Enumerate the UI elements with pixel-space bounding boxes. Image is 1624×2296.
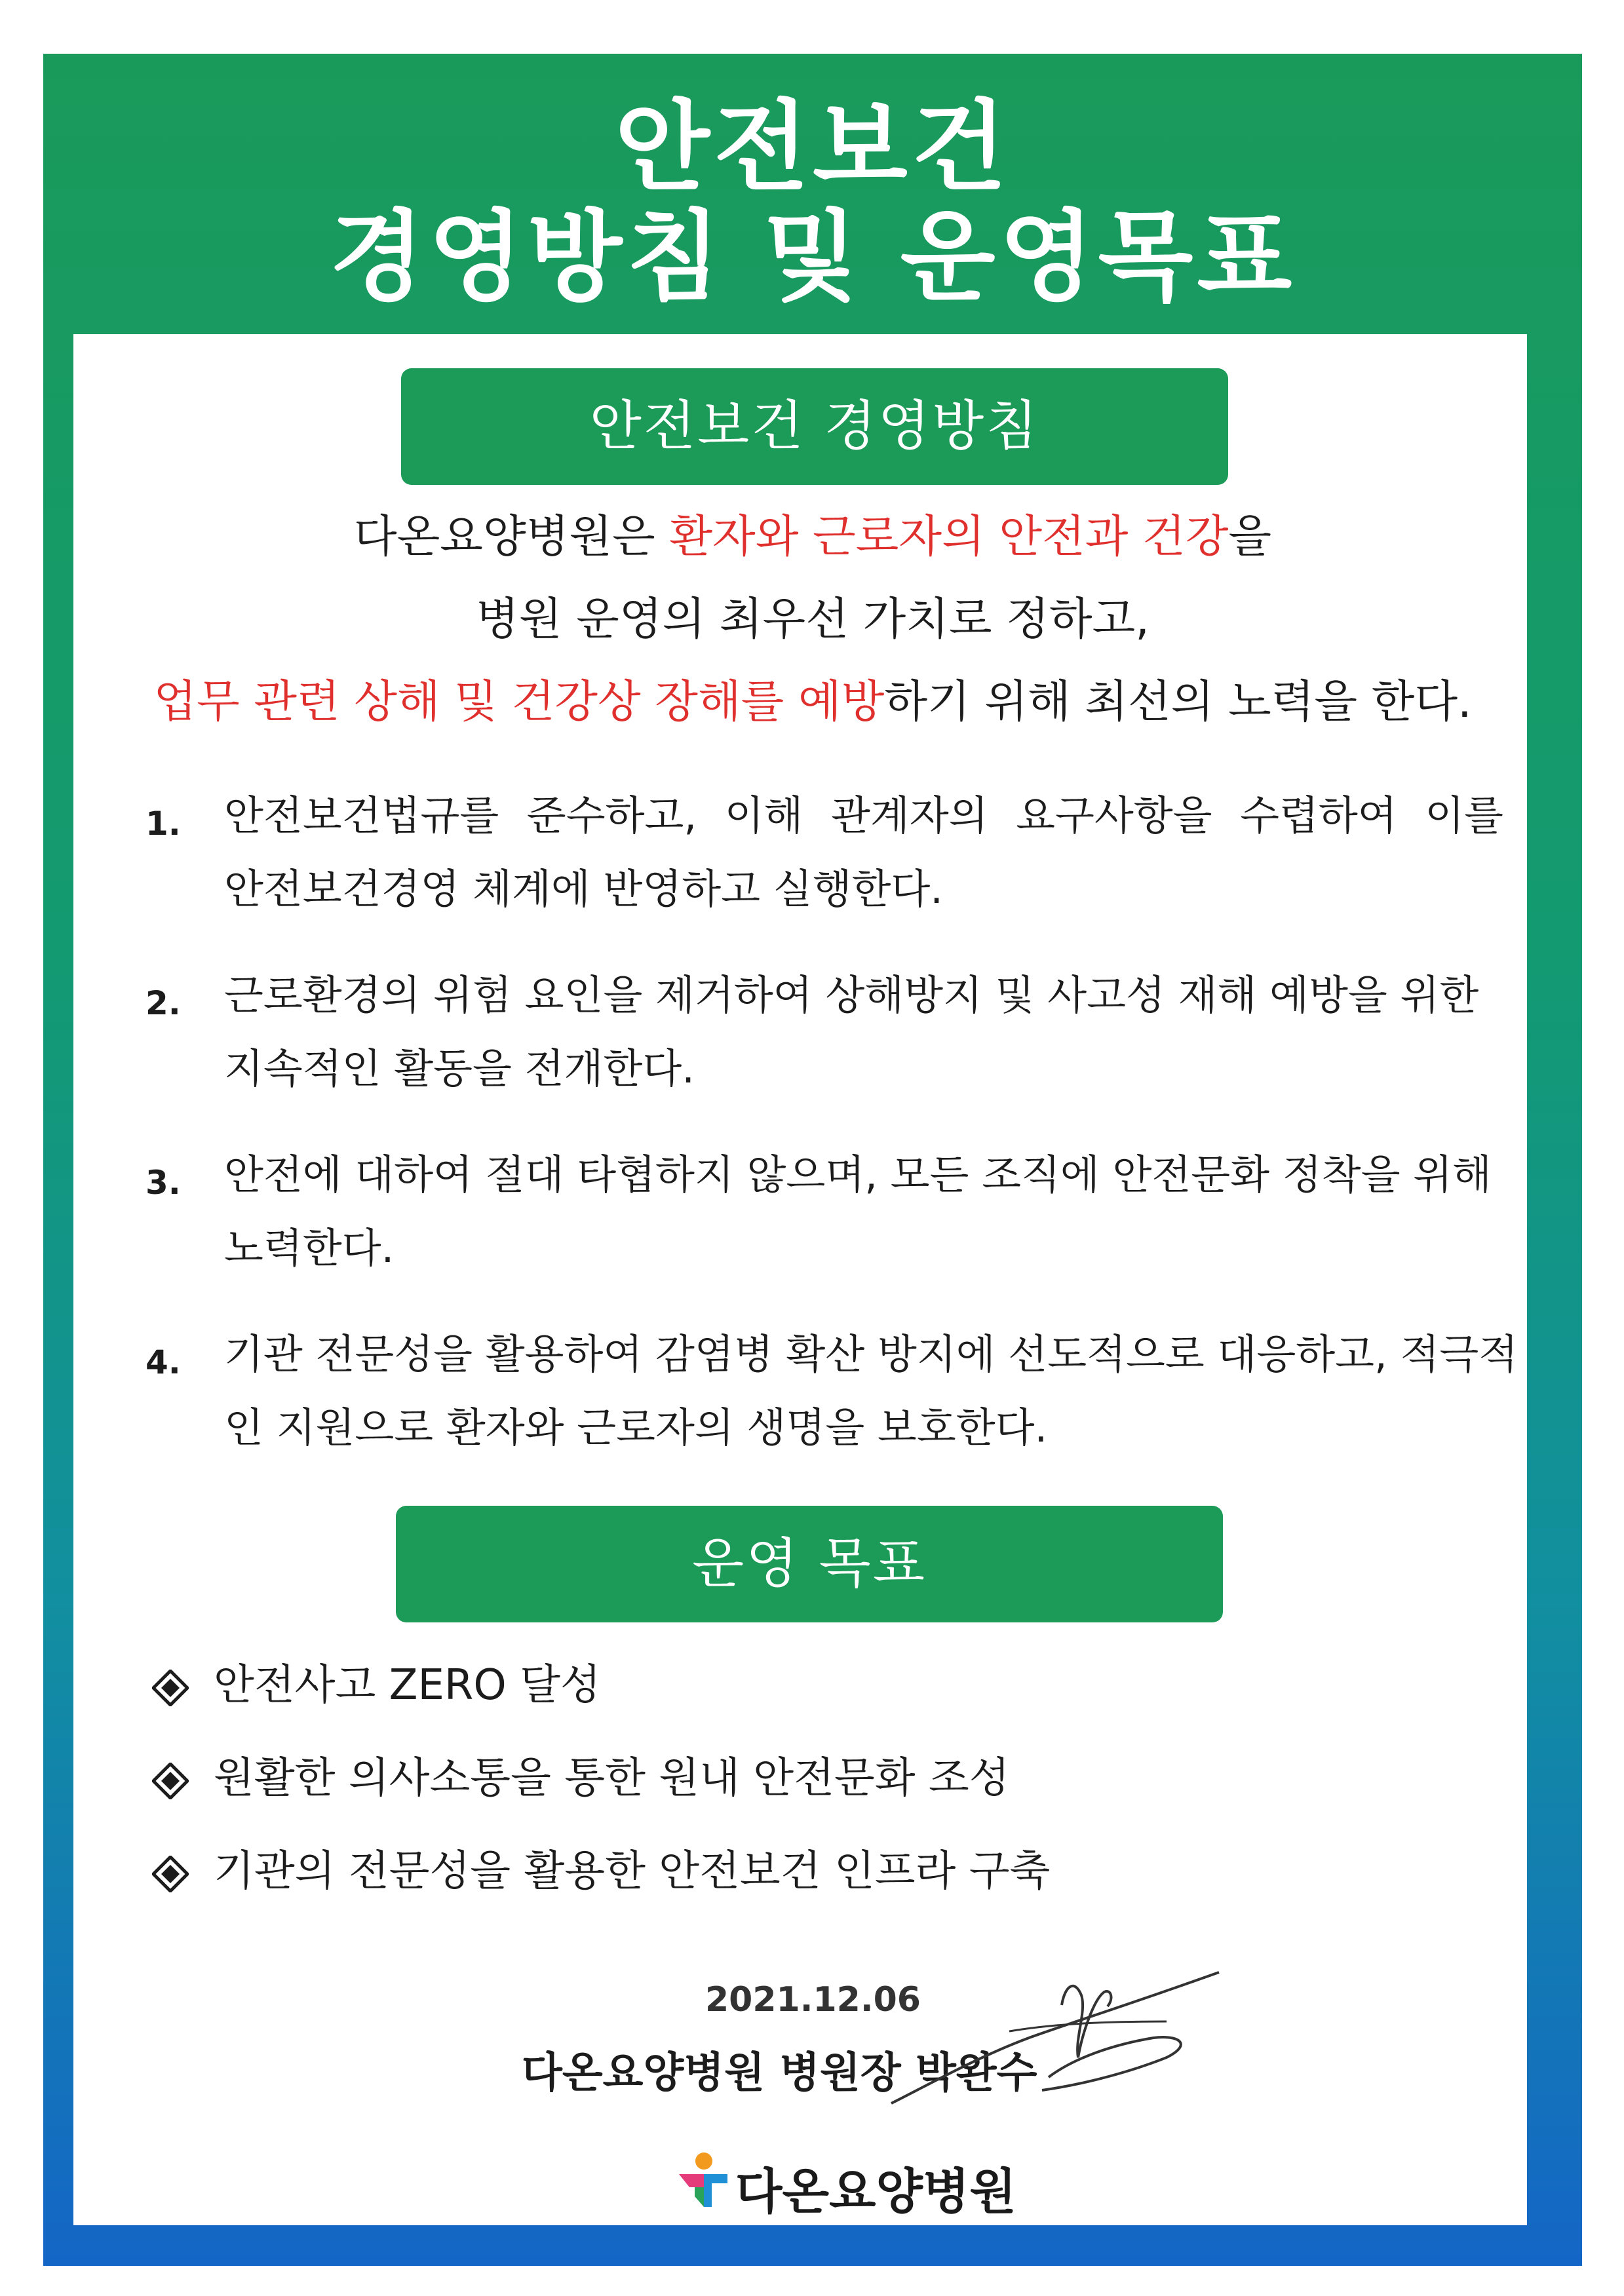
- page-title-line-2: 경영방침 및 운영목표: [329, 201, 1296, 315]
- intro-text: 하기 위해 최선의 노력을 한다.: [884, 676, 1472, 728]
- policy-item-line: 기관 전문성을 활용하여 감염병 확산 방지에 선도적으로 대응하고, 적극적: [224, 1330, 1518, 1378]
- goal-item: [0, 1661, 1624, 1730]
- diamond-bullet-icon: [152, 1763, 189, 1799]
- diamond-bullet-icon: [152, 1856, 189, 1892]
- goal-text: 기관의 전문성을 활용한 안전보건 인프라 구축: [214, 1847, 1051, 1896]
- policy-item-line: 안전보건법규를 준수하고, 이해 관계자의 요구사항을 수렵하여 이를: [224, 792, 1503, 839]
- goal-text: 원활한 의사소통을 통한 원내 안전문화 조성: [214, 1754, 1010, 1803]
- policy-intro-line-1: [43, 511, 1582, 563]
- page-title-line-1: 안전보건: [615, 90, 1011, 204]
- goals-heading: 운영 목표: [396, 1506, 1223, 1622]
- signatory-line: 다온요양병원 병원장 박완수: [522, 2049, 1037, 2097]
- intro-highlight: 업무 관련 상해 및 건강상 장해를 예방: [153, 676, 885, 728]
- policy-item-line: 노력한다.: [224, 1224, 395, 1272]
- goal-item: [0, 1754, 1624, 1823]
- policy-item-number: 2.: [145, 984, 181, 1022]
- policy-intro-line-2: 병원 운영의 최우선 가치로 정하고,: [476, 594, 1150, 645]
- policy-item-number: 4.: [145, 1343, 181, 1381]
- logo-mark-icon: [675, 2151, 730, 2210]
- intro-highlight: 환자와 근로자의 안전과 건강: [669, 511, 1229, 563]
- diamond-bullet-icon: [152, 1670, 189, 1706]
- policy-item-line: 인 지원으로 환자와 근로자의 생명을 보호한다.: [224, 1404, 1048, 1451]
- policy-intro-line-3: [43, 676, 1582, 728]
- policy-item-line: 안전보건경영 체계에 반영하고 실행한다.: [224, 865, 943, 913]
- goal-text: 안전사고 ZERO 달성: [214, 1661, 601, 1710]
- policy-item-line: 지속적인 활동을 전개한다.: [224, 1044, 695, 1092]
- policy-item-number: 3.: [145, 1164, 181, 1202]
- policy-heading: 안전보건 경영방침: [401, 368, 1228, 485]
- intro-text: 을: [1228, 511, 1272, 563]
- logo-text: 다온요양병원: [735, 2164, 1016, 2220]
- policy-item-line: 안전에 대하여 절대 타협하지 않으며, 모든 조직에 안전문화 정착을 위해: [224, 1151, 1492, 1198]
- intro-text: 다온요양병원은: [353, 511, 670, 563]
- policy-item-number: 1.: [145, 805, 181, 843]
- policy-item-line: 근로환경의 위험 요인을 제거하여 상해방지 및 사고성 재해 예방을 위한: [224, 971, 1479, 1019]
- handwritten-signature: [878, 1959, 1232, 2130]
- issue-date: 2021.12.06: [705, 1980, 921, 2019]
- goal-item: [0, 1847, 1624, 1916]
